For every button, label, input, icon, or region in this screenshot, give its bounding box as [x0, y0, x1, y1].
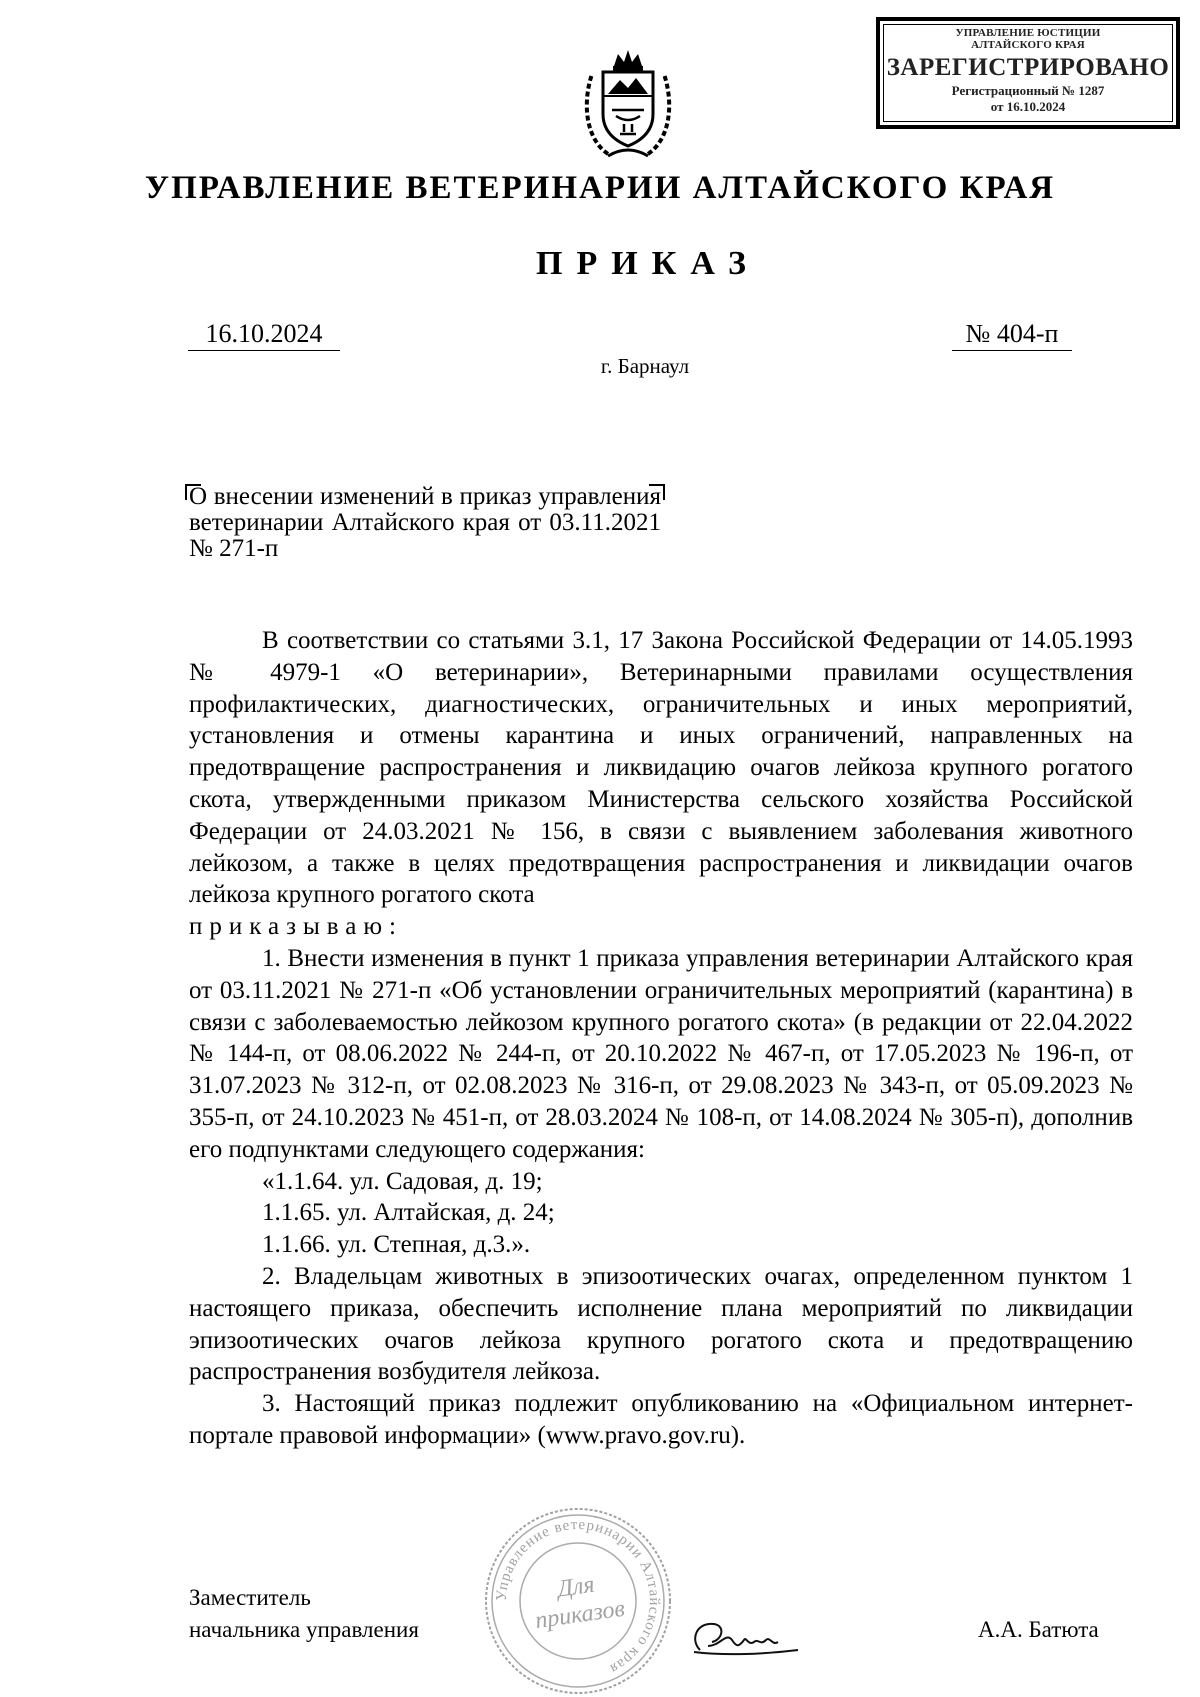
registration-date: от 16.10.2024 [990, 99, 1066, 114]
signatory-position-line2: начальника управления [189, 1617, 419, 1642]
document-type: ПРИКАЗ [536, 245, 760, 282]
organization-seal [468, 1506, 688, 1696]
seal-ring-text: Управление ветеринарии Алтайского края [493, 1516, 663, 1677]
document-date: 16.10.2024 [188, 318, 340, 351]
registration-number: Регистрационный № 1287 [951, 83, 1105, 98]
document-body [189, 625, 1133, 1452]
city: г. Барнаул [600, 354, 690, 378]
signatory-position [189, 1582, 419, 1646]
handwritten-signature [686, 1610, 806, 1660]
document-number: № 404-п [952, 318, 1072, 351]
item-2-paragraph: 2. Владельцам животных в эпизоотических очагах, определенном пунктом 1 настоящего приказа, обеспечить исполнение плана мероприятий по ликвидации эпизоотических очагов лейкоза крупного рогатого скота и предотвращению распространения возбудителя лейкоза. [189, 1262, 1133, 1386]
registration-stamp [876, 17, 1180, 129]
signatory-position-line1: Заместитель [189, 1585, 311, 1610]
registration-stamp-org-line2: АЛТАЙСКОГО КРАЯ [971, 39, 1085, 51]
registration-stamp-inner-border [883, 24, 1173, 122]
signatory-name: А.А. Батюта [978, 1617, 1099, 1642]
preamble-paragraph: В соответствии со статьями 3.1, 17 Закона Российской Федерации от 14.05.1993 № 4979-1 «О ветеринарии», Ветеринарными правилами осуществления профилактических, диагностических, ограничительных и иных мероприятий, установления и отмены карантина и иных ограничений, направленных на предотвращение распространения и ликвидацию очагов лейкоза крупного рогатого скота, утвержденными приказом Министерства сельского хозяйства Российской Федерации от 24.03.2021 № 156, в связи с выявлением заболевания животного лейкозом, а также в целях предотвращения распространения и ликвидации очагов лейкоза крупного рогатого скота [189, 627, 1133, 909]
seal-center-line1: Для [555, 1571, 597, 1603]
order-word: приказываю: [189, 913, 403, 941]
organization-title: УПРАВЛЕНИЕ ВЕТЕРИНАРИИ АЛТАЙСКОГО КРАЯ [144, 170, 1056, 206]
subitem-1-1-66: 1.1.66. ул. Степная, д.3.». [262, 1231, 531, 1259]
registration-stamp-org-line1: УПРАВЛЕНИЕ ЮСТИЦИИ [955, 27, 1101, 39]
document-subject: О внесении изменений в приказ управления ветеринарии Алтайского края от 03.11.2021 № 271-п [189, 483, 661, 562]
registration-stamp-status: ЗАРЕГИСТРИРОВАНО [886, 54, 1170, 81]
altai-krai-coat-of-arms-icon [578, 44, 678, 162]
item-3-paragraph: 3. Настоящий приказ подлежит опубликованию на «Официальном интернет-портале правовой информации» (www.pravo.gov.ru). [189, 1390, 1133, 1449]
item-1-paragraph: 1. Внести изменения в пункт 1 приказа управления ветеринарии Алтайского края от 03.11.2021 № 271-п «Об установлении ограничительных мероприятий (карантина) в связи с заболеваемостью лейкозом крупного рогатого скота» (в редакции от 22.04.2022 № 144-п, от 08.06.2022 № 244-п, от 20.10.2022 № 467-п, от 17.05.2023 № 196-п, от 31.07.2023 № 312-п, от 02.08.2023 № 316-п, от 29.08.2023 № 343-п, от 05.09.2023 № 355-п, от 24.10.2023 № 451-п, от 28.03.2024 № 108-п, от 14.08.2024 № 305-п), дополнив его подпунктами следующего содержания: [189, 944, 1133, 1163]
subitem-1-1-64: «1.1.64. ул. Садовая, д. 19; [262, 1167, 543, 1195]
subitem-1-1-65: 1.1.65. ул. Алтайская, д. 24; [262, 1199, 555, 1227]
seal-center-line2: приказов [533, 1595, 627, 1635]
